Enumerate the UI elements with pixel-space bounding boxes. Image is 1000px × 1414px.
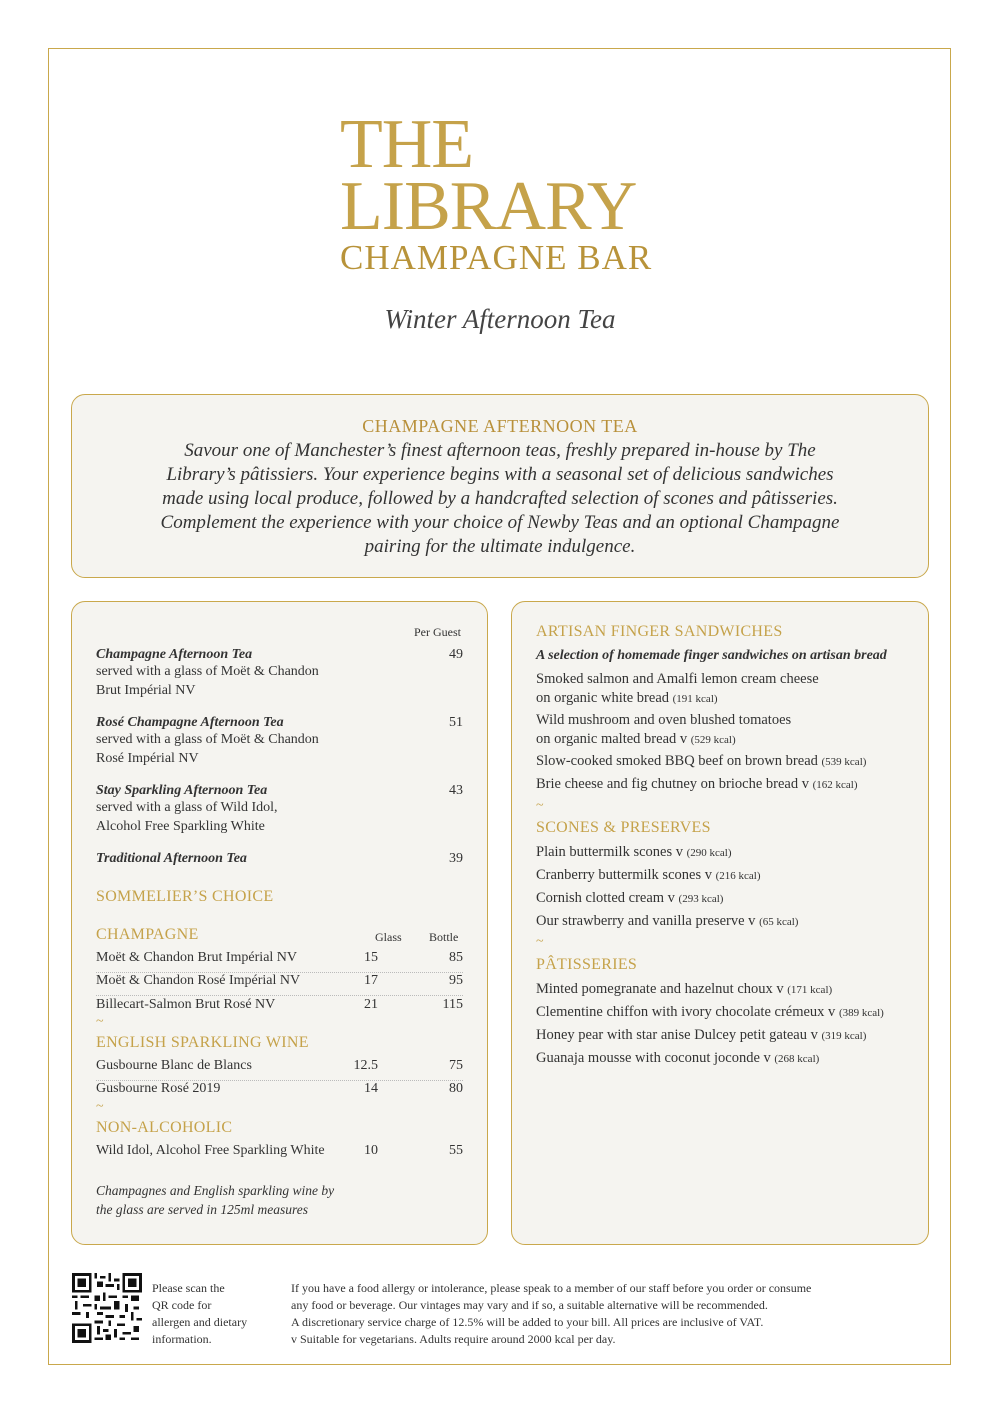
- tea-item-name: Rosé Champagne Afternoon Tea: [96, 715, 284, 730]
- wine-glass-price: 10: [364, 1143, 378, 1158]
- sandwich-item: [536, 670, 819, 708]
- qr-caption-line: allergen and dietary: [152, 1315, 248, 1329]
- kcal-label: (539 kcal): [821, 756, 867, 768]
- patisseries-title: PÂTISSERIES: [536, 956, 638, 973]
- section-divider: ~: [536, 934, 544, 949]
- tea-item-desc: Brut Impérial NV: [96, 682, 196, 698]
- kcal-label: (293 kcal): [678, 893, 724, 905]
- scone-item: [536, 843, 732, 863]
- tea-item-price: 49: [449, 647, 463, 662]
- scone-item: [536, 912, 798, 932]
- wine-bottle-price: 95: [449, 973, 463, 988]
- wine-name: Gusbourne Rosé 2019: [96, 1081, 221, 1096]
- wine-name: Moët & Chandon Brut Impérial NV: [96, 950, 298, 965]
- patisserie-text: Guanaja mousse with coconut joconde v: [536, 1050, 771, 1066]
- qr-caption-line: Please scan the: [152, 1281, 225, 1295]
- wine-glass-price: 14: [364, 1081, 378, 1096]
- allergy-info-line: v Suitable for vegetarians. Adults require around 2000 kcal per day.: [291, 1332, 616, 1346]
- kcal-label: (529 kcal): [690, 733, 736, 746]
- patisserie-text: Clementine chiffon with ivory chocolate crémeux v: [536, 1004, 836, 1020]
- allergy-info-line: A discretionary service charge of 12.5% will be added to your bill. All prices are inclusive of VAT.: [291, 1315, 764, 1329]
- sandwiches-title: ARTISAN FINGER SANDWICHES: [536, 623, 783, 640]
- sandwich-line: on organic white bread: [536, 689, 670, 706]
- per-guest-label: Per Guest: [414, 625, 461, 639]
- glass-header: Glass: [375, 930, 402, 944]
- tea-item-desc: served with a glass of Moët & Chandon: [96, 664, 319, 679]
- kcal-label: (216 kcal): [715, 870, 761, 882]
- section-divider: ~: [96, 1099, 104, 1114]
- sandwich-item: [536, 711, 791, 749]
- wine-glass-price: 17: [364, 973, 378, 988]
- scone-text: Our strawberry and vanilla preserve v: [536, 913, 756, 929]
- sommelier-title: SOMMELIER’S CHOICE: [96, 888, 274, 905]
- kcal-label: (268 kcal): [774, 1053, 820, 1065]
- section-divider: ~: [96, 1014, 104, 1029]
- tea-item-price: 39: [449, 851, 463, 866]
- wine-glass-price: 12.5: [353, 1058, 378, 1073]
- tea-item-desc: Rosé Impérial NV: [96, 750, 199, 766]
- wine-bottle-price: 80: [449, 1081, 463, 1096]
- food-panel: [511, 601, 929, 1245]
- wine-row: [96, 1143, 463, 1165]
- logo-library: LIBRARY: [340, 168, 637, 245]
- wine-row: [96, 973, 463, 996]
- kcal-label: (65 kcal): [759, 916, 799, 928]
- brand-logo: [340, 106, 670, 277]
- kcal-label: (319 kcal): [821, 1030, 867, 1042]
- sandwich-line: Smoked salmon and Amalfi lemon cream cheese: [536, 671, 819, 687]
- wine-name: Gusbourne Blanc de Blancs: [96, 1058, 252, 1073]
- wine-name: Moët & Chandon Rosé Impérial NV: [96, 973, 301, 988]
- scone-text: Plain buttermilk scones v: [536, 844, 683, 860]
- tea-item-desc: served with a glass of Wild Idol,: [96, 800, 278, 815]
- sandwich-line: Wild mushroom and oven blushed tomatoes: [536, 712, 792, 728]
- patisserie-item: [536, 1003, 884, 1023]
- champagne-title: CHAMPAGNE: [96, 926, 199, 943]
- intro-panel: [71, 394, 929, 578]
- kcal-label: (290 kcal): [686, 847, 732, 859]
- allergy-info-line: If you have a food allergy or intolerance, please speak to a member of our staff before you order or consume: [291, 1281, 812, 1295]
- tea-and-wine-panel: [71, 601, 488, 1245]
- tea-item-desc: Alcohol Free Sparkling White: [96, 818, 265, 834]
- wine-row: [96, 1058, 463, 1081]
- non-alcoholic-title: NON-ALCOHOLIC: [96, 1119, 233, 1136]
- sandwich-line: on organic malted bread v: [536, 730, 688, 747]
- sandwich-line: Slow-cooked smoked BBQ beef on brown bread: [536, 753, 818, 769]
- sandwiches-subtitle: A selection of homemade finger sandwiches on artisan bread: [536, 648, 887, 663]
- wine-row: [96, 1081, 463, 1103]
- wine-row: [96, 950, 463, 973]
- tea-item: [96, 647, 463, 700]
- intro-title: CHAMPAGNE AFTERNOON TEA: [362, 416, 638, 436]
- tea-item-price: 43: [449, 783, 463, 798]
- scone-text: Cranberry buttermilk scones v: [536, 867, 712, 883]
- measure-note-line: Champagnes and English sparkling wine by: [96, 1183, 335, 1198]
- qr-caption-line: QR code for: [152, 1298, 212, 1312]
- wine-bottle-price: 55: [449, 1143, 463, 1158]
- tea-item-desc: served with a glass of Moët & Chandon: [96, 732, 319, 747]
- measure-note-line: the glass are served in 125ml measures: [96, 1201, 308, 1217]
- wine-glass-price: 21: [364, 997, 378, 1012]
- sandwich-item: [536, 775, 858, 795]
- intro-text: Savour one of Manchester’s finest afternoon teas, freshly prepared in-house by The Library’s pâtissiers. Your experience begins with a seasonal set of delicious sandwiches made using local produce, followed by a handcrafted selection of scones and pâtisseries. Complement the experience with your choice of Newby Teas and an optional Champagne pairing for the ultimate indulgence.: [160, 440, 840, 557]
- section-divider: ~: [536, 798, 544, 813]
- menu-subtitle: Winter Afternoon Tea: [384, 304, 616, 334]
- tea-item: [96, 783, 463, 836]
- wine-bottle-price: 85: [449, 950, 463, 965]
- tea-item-name: Traditional Afternoon Tea: [96, 851, 247, 866]
- wine-name: Billecart-Salmon Brut Rosé NV: [96, 997, 276, 1012]
- allergy-info-line: any food or beverage. Our vintages may vary and if so, a suitable alternative will be recommended.: [291, 1298, 768, 1312]
- wine-bottle-price: 115: [442, 997, 463, 1012]
- tea-item: [96, 851, 463, 867]
- scone-item: [536, 889, 723, 909]
- bottle-header: Bottle: [429, 930, 459, 944]
- sandwich-item: [536, 752, 866, 772]
- logo-the: THE: [340, 106, 474, 183]
- wine-row: [96, 997, 463, 1019]
- patisserie-text: Minted pomegranate and hazelnut choux v: [536, 981, 784, 997]
- english-wine-title: ENGLISH SPARKLING WINE: [96, 1034, 309, 1051]
- scones-title: SCONES & PRESERVES: [536, 819, 711, 836]
- tea-item-name: Stay Sparkling Afternoon Tea: [96, 783, 268, 798]
- measure-note: [96, 1182, 334, 1219]
- sandwich-line: Brie cheese and fig chutney on brioche bread v: [536, 776, 809, 792]
- scone-item: [536, 866, 761, 886]
- patisserie-item: [536, 1026, 866, 1046]
- qr-caption-line: information.: [152, 1332, 212, 1346]
- allergy-info: [291, 1280, 811, 1348]
- tea-item-name: Champagne Afternoon Tea: [96, 647, 253, 662]
- kcal-label: (191 kcal): [672, 692, 718, 705]
- patisserie-item: [536, 980, 832, 1000]
- qr-caption: [152, 1280, 247, 1348]
- tea-item: [96, 715, 463, 768]
- tea-item-price: 51: [449, 715, 463, 730]
- qr-code-icon[interactable]: [72, 1273, 142, 1343]
- scone-text: Cornish clotted cream v: [536, 890, 675, 906]
- wine-bottle-price: 75: [449, 1058, 463, 1073]
- kcal-label: (389 kcal): [838, 1007, 884, 1019]
- patisserie-text: Honey pear with star anise Dulcey petit gateau v: [536, 1027, 818, 1043]
- patisserie-item: [536, 1049, 819, 1069]
- wine-name: Wild Idol, Alcohol Free Sparkling White: [96, 1143, 325, 1158]
- kcal-label: (162 kcal): [812, 779, 858, 791]
- wine-glass-price: 15: [364, 950, 378, 965]
- kcal-label: (171 kcal): [787, 984, 833, 996]
- logo-champagne-bar: CHAMPAGNE BAR: [340, 238, 653, 277]
